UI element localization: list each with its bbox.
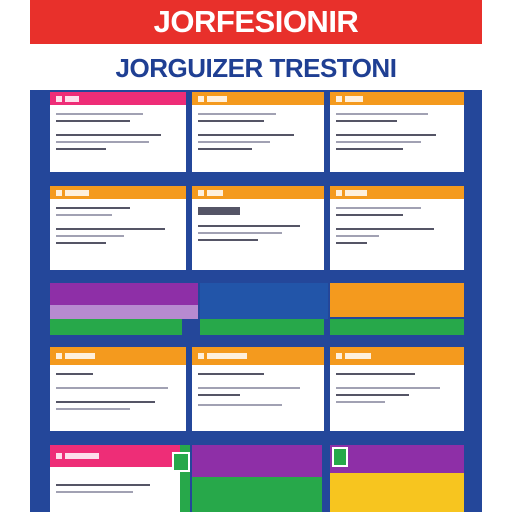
color-band bbox=[330, 473, 464, 512]
poster bbox=[30, 0, 482, 512]
text-line bbox=[198, 148, 252, 150]
text-line bbox=[336, 235, 379, 237]
header-marker bbox=[65, 353, 95, 359]
header-marker bbox=[56, 353, 62, 359]
color-band bbox=[192, 477, 322, 512]
text-line bbox=[336, 242, 367, 244]
accent-square bbox=[332, 447, 348, 467]
text-line bbox=[198, 113, 276, 115]
info-card bbox=[192, 347, 324, 431]
info-card bbox=[50, 347, 186, 431]
text-line bbox=[198, 373, 264, 375]
text-line bbox=[336, 401, 385, 403]
info-card bbox=[50, 92, 186, 172]
text-line bbox=[336, 207, 421, 209]
card-header bbox=[50, 347, 186, 365]
text-line bbox=[56, 408, 130, 410]
header-marker bbox=[207, 190, 223, 196]
text-line bbox=[198, 239, 258, 241]
text-line bbox=[336, 387, 440, 389]
color-band bbox=[200, 319, 324, 335]
text-line bbox=[336, 148, 403, 150]
info-card bbox=[330, 186, 464, 270]
text-line bbox=[56, 148, 106, 150]
header-marker bbox=[56, 190, 62, 196]
card-header bbox=[192, 186, 324, 199]
text-line bbox=[198, 394, 240, 396]
card-body bbox=[330, 105, 464, 158]
color-band bbox=[192, 445, 322, 477]
color-band bbox=[330, 319, 464, 335]
card-body bbox=[50, 199, 186, 252]
card-body bbox=[330, 365, 464, 411]
header-marker bbox=[198, 96, 204, 102]
color-band bbox=[330, 445, 464, 473]
text-line bbox=[198, 404, 282, 406]
text-line bbox=[56, 120, 130, 122]
text-line bbox=[198, 225, 300, 227]
text-line bbox=[336, 134, 436, 136]
info-card bbox=[330, 92, 464, 172]
card-header bbox=[50, 92, 186, 105]
text-line bbox=[336, 120, 397, 122]
card-body bbox=[330, 199, 464, 252]
header-marker bbox=[345, 190, 367, 196]
card-header bbox=[330, 186, 464, 199]
color-band bbox=[50, 283, 198, 305]
header-marker bbox=[198, 190, 204, 196]
card-body bbox=[50, 467, 180, 501]
info-card bbox=[50, 445, 180, 512]
text-line bbox=[198, 207, 240, 215]
card-header bbox=[330, 92, 464, 105]
header-marker bbox=[207, 353, 247, 359]
card-body bbox=[50, 365, 186, 418]
card-header bbox=[50, 445, 180, 467]
header-marker bbox=[345, 96, 363, 102]
header-marker bbox=[336, 353, 342, 359]
text-line bbox=[56, 207, 130, 209]
header-marker bbox=[65, 96, 79, 102]
header-marker bbox=[198, 353, 204, 359]
color-band bbox=[50, 319, 182, 335]
text-line bbox=[56, 484, 150, 486]
text-line bbox=[56, 401, 155, 403]
card-body bbox=[192, 365, 324, 414]
card-header bbox=[192, 92, 324, 105]
color-band bbox=[200, 283, 328, 319]
text-line bbox=[198, 134, 294, 136]
text-line bbox=[336, 373, 415, 375]
text-line bbox=[56, 491, 133, 493]
header-marker bbox=[56, 96, 62, 102]
header-marker bbox=[65, 190, 89, 196]
card-body bbox=[192, 199, 324, 249]
card-body bbox=[192, 105, 324, 158]
text-line bbox=[198, 232, 282, 234]
poster-subtitle: JORGUIZER TRESTONI bbox=[30, 44, 482, 90]
text-line bbox=[336, 228, 434, 230]
text-line bbox=[56, 214, 112, 216]
card-header bbox=[50, 186, 186, 199]
poster-title: JORFESIONIR bbox=[30, 0, 482, 44]
text-line bbox=[56, 228, 165, 230]
text-line bbox=[336, 113, 428, 115]
header-marker bbox=[65, 453, 99, 459]
text-line bbox=[336, 214, 403, 216]
header-marker bbox=[336, 96, 342, 102]
card-header bbox=[330, 347, 464, 365]
text-line bbox=[336, 394, 409, 396]
text-line bbox=[56, 113, 143, 115]
text-line bbox=[56, 134, 161, 136]
text-line bbox=[198, 387, 300, 389]
info-card bbox=[192, 92, 324, 172]
header-marker bbox=[207, 96, 227, 102]
text-line bbox=[198, 141, 270, 143]
info-card bbox=[50, 305, 198, 319]
text-line bbox=[56, 373, 93, 375]
info-card bbox=[192, 186, 324, 270]
header-marker bbox=[336, 190, 342, 196]
info-card bbox=[330, 347, 464, 431]
card-header bbox=[192, 347, 324, 365]
accent-square bbox=[172, 452, 190, 472]
text-line bbox=[336, 141, 421, 143]
header-marker bbox=[345, 353, 371, 359]
text-line bbox=[56, 141, 149, 143]
text-line bbox=[56, 387, 168, 389]
text-line bbox=[198, 120, 264, 122]
text-line bbox=[56, 242, 106, 244]
header-marker bbox=[56, 453, 62, 459]
text-line bbox=[56, 235, 124, 237]
info-card bbox=[50, 186, 186, 270]
card-body bbox=[50, 105, 186, 158]
color-band bbox=[330, 283, 464, 317]
